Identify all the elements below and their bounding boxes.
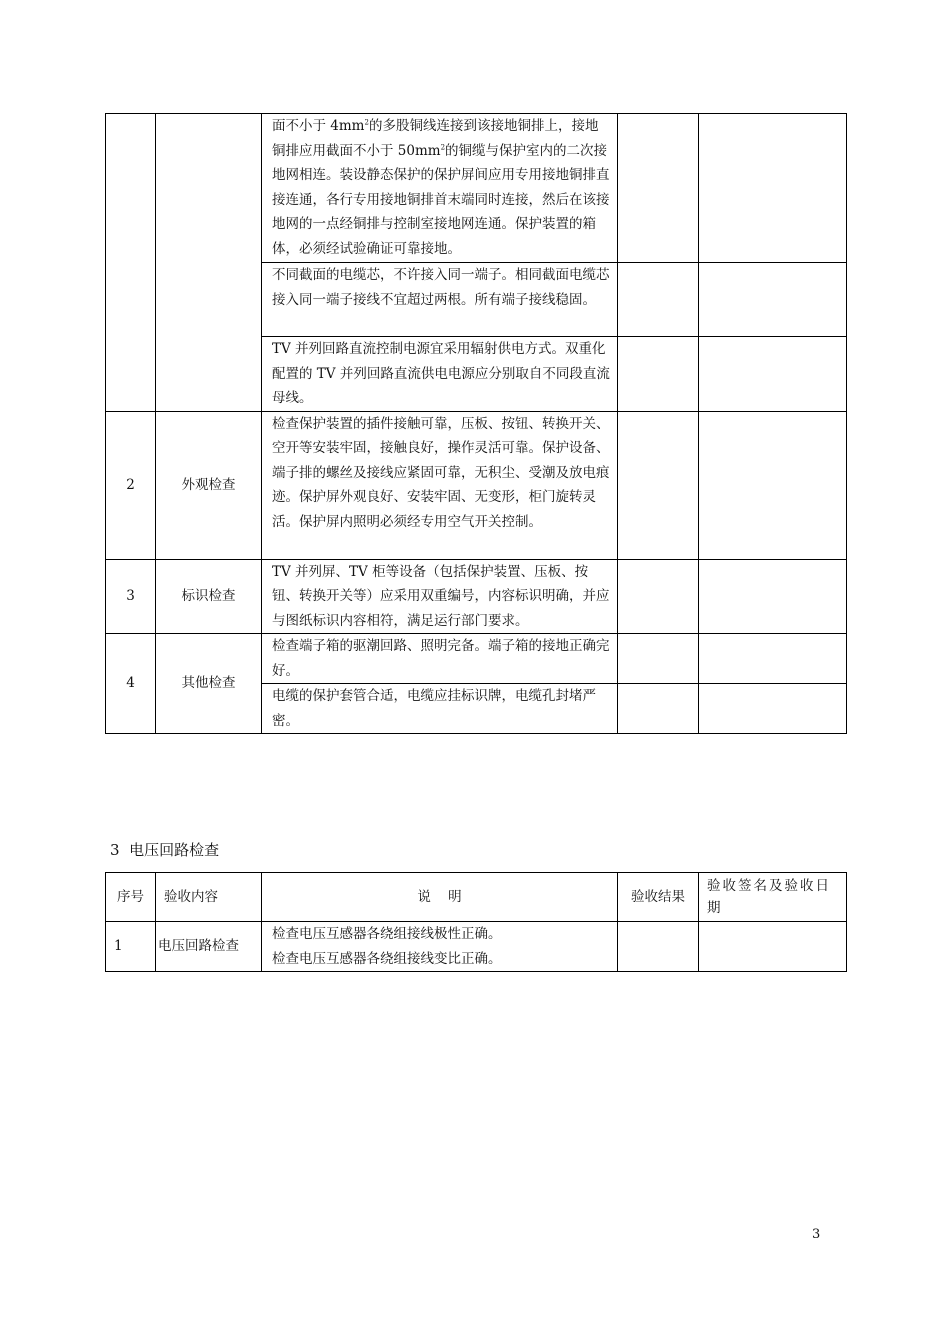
sign-cell [699,411,847,559]
result-cell [618,114,699,263]
description-cell: TV 并列屏、TV 柜等设备（包括保护装置、压板、按钮、转换开关等）应采用双重编号，内容标识明确，并应与图纸标识内容相符，满足运行部门要求。 [262,559,618,634]
sign-cell [699,263,847,337]
seq-cell: 3 [106,559,156,634]
description-cell: 检查保护装置的插件接触可靠，压板、按钮、转换开关、空开等安装牢固，接触良好，操作灵活可靠。保护设备、端子排的螺丝及接线应紧固可靠，无积尘、受潮及放电痕迹。保护屏外观良好、安装牢固、无变形，柜门旋转灵活。保护屏内照明必须经专用空气开关控制。 [262,411,618,559]
result-cell [618,634,699,684]
result-cell [618,922,699,972]
header-result: 验收结果 [618,873,699,922]
item-cell [156,114,262,412]
acceptance-table-continued [105,113,847,734]
sign-cell [699,922,847,972]
table-row [106,922,847,972]
description-cell: 电缆的保护套管合适，电缆应挂标识牌，电缆孔封堵严密。 [262,684,618,734]
header-content: 验收内容 [156,873,262,922]
header-description: 说 明 [262,873,618,922]
sign-cell [699,114,847,263]
sign-cell [699,634,847,684]
section-title: 3 电压回路检查 [110,841,220,859]
result-cell [618,411,699,559]
sign-cell [699,559,847,634]
description-cell: 检查电压互感器各绕组接线极性正确。 检查电压互感器各绕组接线变比正确。 [262,922,618,972]
seq-cell: 2 [106,411,156,559]
description-cell: 面不小于 $4mm^2$的多股铜线连接到该接地铜排上，接地铜排应用截面不小于 $50mm^2$的铜缆与保护室内的二次接地网相连。装设静态保护的保护屏间应用专用接地铜排直接连通，各行专用接地铜排首末端同时连接，然后在该接地网的一点经铜排与控制室接地网连通。保护装置的箱体，必须经试验确证可靠接地。 [262,114,618,263]
description-cell: TV 并列回路直流控制电源宜采用辐射供电方式。双重化配置的 TV 并列回路直流供电电源应分别取自不同段直流母线。 [262,337,618,412]
sign-cell [699,337,847,412]
result-cell [618,684,699,734]
table-row [106,114,847,263]
description-cell: 不同截面的电缆芯，不许接入同一端子。相同截面电缆芯接入同一端子接线不宜超过两根。所有端子接线稳固。 [262,263,618,337]
sign-cell [699,684,847,734]
content-cell: 电压回路检查 [156,922,262,972]
item-cell: 标识检查 [156,559,262,634]
result-cell [618,559,699,634]
seq-cell: 4 [106,634,156,734]
seq-cell [106,114,156,412]
voltage-circuit-table [105,872,847,972]
header-sign: 验收签名及验收日期 [699,873,847,922]
table-header-row [106,873,847,922]
result-cell [618,337,699,412]
table-row [106,411,847,559]
table-row [106,559,847,634]
header-seq: 序号 [106,873,156,922]
description-cell: 检查端子箱的驱潮回路、照明完备。端子箱的接地正确完好。 [262,634,618,684]
page-number: 3 [812,1227,821,1242]
table-row [106,634,847,684]
seq-cell: 1 [106,922,156,972]
item-cell: 外观检查 [156,411,262,559]
item-cell: 其他检查 [156,634,262,734]
result-cell [618,263,699,337]
